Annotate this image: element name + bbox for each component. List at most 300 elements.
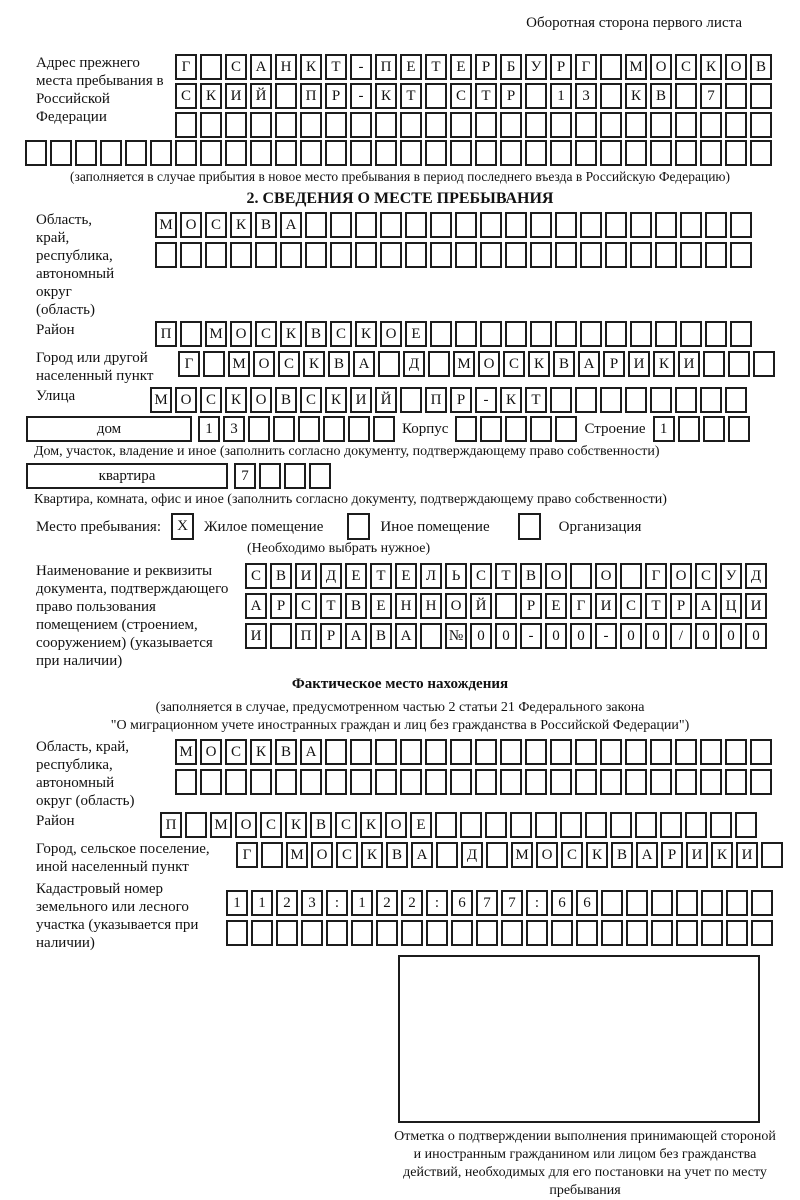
char-cell	[630, 321, 652, 347]
char-cell	[701, 920, 723, 946]
char-cell	[25, 140, 47, 166]
char-cell: Р	[520, 593, 542, 619]
stay-type-option-organization: Организация	[558, 518, 642, 535]
char-cell	[575, 769, 597, 795]
stay-type-row	[36, 513, 800, 540]
char-cell: В	[750, 54, 772, 80]
char-cell: А	[245, 593, 267, 619]
char-cell: В	[255, 212, 277, 238]
char-cell	[705, 321, 727, 347]
char-cell	[750, 769, 772, 795]
char-cell	[259, 463, 281, 489]
char-cell	[660, 812, 682, 838]
char-cell	[500, 769, 522, 795]
char-cell	[700, 140, 722, 166]
char-cell	[761, 842, 783, 868]
char-cell: О	[235, 812, 257, 838]
house-caption: Дом, участок, владение и иное (заполнить согласно документу, подтверждающему право собственности)	[34, 444, 660, 459]
char-cell	[580, 242, 602, 268]
char-cell	[380, 242, 402, 268]
s2-street-block	[0, 387, 800, 413]
s2-district-block	[0, 321, 800, 347]
char-cell	[300, 769, 322, 795]
char-cell: В	[345, 593, 367, 619]
char-cell: Г	[645, 563, 667, 589]
char-cell	[725, 140, 747, 166]
char-cell: О	[175, 387, 197, 413]
char-cell	[248, 416, 270, 442]
char-cell	[625, 112, 647, 138]
s2-region-label: Область, край, республика, автономный округ (область)	[36, 212, 115, 318]
char-cell	[635, 812, 657, 838]
char-cell	[203, 351, 225, 377]
char-cell: И	[295, 563, 317, 589]
char-cell	[155, 242, 177, 268]
s2-city-label: Город или другой населенный пункт	[36, 350, 154, 384]
char-cell: Р	[475, 54, 497, 80]
char-cell	[261, 842, 283, 868]
char-cell	[620, 563, 642, 589]
house-number-cells	[198, 416, 398, 442]
char-cell	[185, 812, 207, 838]
char-cell: О	[478, 351, 500, 377]
char-cell	[560, 812, 582, 838]
char-cell	[550, 112, 572, 138]
char-cell	[476, 920, 498, 946]
char-cell	[450, 112, 472, 138]
char-cell	[555, 416, 577, 442]
char-cell: С	[450, 83, 472, 109]
al-region-block	[0, 738, 800, 810]
char-cell: В	[305, 321, 327, 347]
char-cell: Т	[370, 563, 392, 589]
char-cell	[255, 242, 277, 268]
char-cell	[455, 242, 477, 268]
char-cell	[425, 140, 447, 166]
char-cell: И	[350, 387, 372, 413]
char-cell	[250, 769, 272, 795]
char-cell	[355, 242, 377, 268]
char-cell	[475, 739, 497, 765]
char-cell: -	[350, 54, 372, 80]
char-cell	[250, 140, 272, 166]
al-district-label: Район	[36, 813, 75, 829]
char-cell: С	[561, 842, 583, 868]
char-cell: О	[200, 739, 222, 765]
char-cell	[425, 83, 447, 109]
char-cell	[650, 387, 672, 413]
char-cell: Б	[500, 54, 522, 80]
char-cell	[680, 321, 702, 347]
char-cell: 0	[570, 623, 592, 649]
char-cell	[486, 842, 508, 868]
char-cell: В	[310, 812, 332, 838]
char-cell: И	[745, 593, 767, 619]
char-cell: 3	[575, 83, 597, 109]
char-cell: М	[210, 812, 232, 838]
char-cell	[680, 212, 702, 238]
char-cell	[576, 920, 598, 946]
stay-type-note: (Необходимо выбрать нужное)	[247, 541, 431, 556]
char-cell	[301, 920, 323, 946]
char-cell	[525, 112, 547, 138]
char-cell: Т	[320, 593, 342, 619]
char-cell	[275, 140, 297, 166]
char-cell	[325, 769, 347, 795]
char-cell: 7	[234, 463, 256, 489]
char-cell	[175, 140, 197, 166]
char-cell	[150, 140, 172, 166]
char-cell: И	[686, 842, 708, 868]
prev-address-block	[0, 54, 800, 138]
char-cell: Н	[395, 593, 417, 619]
char-cell	[535, 812, 557, 838]
char-cell	[505, 416, 527, 442]
char-cell	[355, 212, 377, 238]
char-cell: О	[380, 321, 402, 347]
char-cell	[676, 890, 698, 916]
char-cell: К	[375, 83, 397, 109]
char-cell	[751, 920, 773, 946]
char-cell: К	[700, 54, 722, 80]
char-cell	[575, 387, 597, 413]
char-cell	[175, 112, 197, 138]
char-cell	[225, 140, 247, 166]
char-cell	[325, 140, 347, 166]
section2-title: 2. СВЕДЕНИЯ О МЕСТЕ ПРЕБЫВАНИЯ	[246, 190, 554, 207]
char-cell: Р	[450, 387, 472, 413]
char-cell: /	[670, 623, 692, 649]
char-cell: С	[330, 321, 352, 347]
char-cell: К	[586, 842, 608, 868]
char-cell: Т	[475, 83, 497, 109]
char-cell	[275, 112, 297, 138]
char-cell	[705, 212, 727, 238]
al-region-row-1	[175, 739, 775, 765]
s2-region-block	[0, 211, 800, 319]
char-cell: У	[720, 563, 742, 589]
char-cell: А	[280, 212, 302, 238]
apartment-caption: Квартира, комната, офис и иное (заполнить согласно документу, подтверждающему право собственности)	[34, 492, 667, 507]
char-cell	[284, 463, 306, 489]
char-cell	[728, 351, 750, 377]
char-cell	[275, 769, 297, 795]
char-cell	[625, 140, 647, 166]
char-cell	[325, 739, 347, 765]
char-cell	[400, 769, 422, 795]
char-cell	[725, 387, 747, 413]
al-city-label: Город, сельское поселение, иной населенный пункт	[36, 841, 210, 875]
char-cell: В	[611, 842, 633, 868]
char-cell	[428, 351, 450, 377]
char-cell	[350, 769, 372, 795]
char-cell	[725, 739, 747, 765]
stroenie-cells	[653, 416, 753, 442]
char-cell: Т	[495, 563, 517, 589]
char-cell: 7	[476, 890, 498, 916]
al-city-row	[236, 842, 786, 868]
char-cell	[525, 739, 547, 765]
s2-street-label: Улица	[36, 388, 76, 404]
s2-city-row	[178, 351, 778, 377]
char-cell: Д	[745, 563, 767, 589]
char-cell: 0	[645, 623, 667, 649]
char-cell: Е	[450, 54, 472, 80]
char-cell: Е	[345, 563, 367, 589]
char-cell	[350, 739, 372, 765]
char-cell	[750, 140, 772, 166]
char-cell	[675, 387, 697, 413]
prev-address-row-1	[175, 54, 775, 80]
char-cell: К	[250, 739, 272, 765]
char-cell	[753, 351, 775, 377]
char-cell	[400, 387, 422, 413]
stay-type-checkbox-organization	[518, 513, 541, 540]
char-cell: О	[650, 54, 672, 80]
char-cell	[425, 112, 447, 138]
char-cell	[580, 212, 602, 238]
char-cell: Л	[420, 563, 442, 589]
char-cell	[251, 920, 273, 946]
char-cell	[75, 140, 97, 166]
char-cell: В	[370, 623, 392, 649]
char-cell	[530, 212, 552, 238]
char-cell	[376, 920, 398, 946]
char-cell	[630, 212, 652, 238]
char-cell: М	[155, 212, 177, 238]
char-cell: А	[353, 351, 375, 377]
char-cell: О	[180, 212, 202, 238]
char-cell	[650, 112, 672, 138]
char-cell: Р	[661, 842, 683, 868]
char-cell	[400, 140, 422, 166]
char-cell	[551, 920, 573, 946]
apartment-box: квартира	[26, 463, 228, 489]
char-cell: №	[445, 623, 467, 649]
char-cell	[605, 212, 627, 238]
char-cell	[450, 140, 472, 166]
char-cell: Р	[320, 623, 342, 649]
char-cell	[601, 920, 623, 946]
char-cell	[305, 212, 327, 238]
s2-house-row	[26, 416, 800, 442]
stay-type-checkbox-other	[347, 513, 370, 540]
char-cell: А	[695, 593, 717, 619]
char-cell: М	[175, 739, 197, 765]
char-cell: С	[675, 54, 697, 80]
char-cell: М	[511, 842, 533, 868]
char-cell: Г	[175, 54, 197, 80]
korpus-cells	[455, 416, 580, 442]
korpus-label: Корпус	[402, 421, 449, 437]
char-cell: О	[385, 812, 407, 838]
char-cell	[480, 416, 502, 442]
house-box: дом	[26, 416, 192, 442]
char-cell	[375, 769, 397, 795]
char-cell: 1	[251, 890, 273, 916]
char-cell	[505, 321, 527, 347]
char-cell	[505, 242, 527, 268]
char-cell	[480, 212, 502, 238]
char-cell	[460, 812, 482, 838]
char-cell	[451, 920, 473, 946]
char-cell	[550, 769, 572, 795]
char-cell: Ь	[445, 563, 467, 589]
char-cell	[750, 112, 772, 138]
char-cell	[726, 920, 748, 946]
char-cell	[405, 242, 427, 268]
char-cell	[655, 212, 677, 238]
char-cell	[200, 769, 222, 795]
stay-type-option-other: Иное помещение	[380, 518, 490, 535]
s2-document-row-3	[245, 623, 770, 649]
char-cell	[425, 739, 447, 765]
char-cell	[600, 54, 622, 80]
char-cell	[275, 83, 297, 109]
al-region-row-2	[175, 769, 775, 795]
char-cell	[710, 812, 732, 838]
char-cell	[300, 140, 322, 166]
char-cell	[480, 321, 502, 347]
char-cell	[555, 212, 577, 238]
char-cell: М	[150, 387, 172, 413]
char-cell	[575, 112, 597, 138]
char-cell: П	[160, 812, 182, 838]
char-cell	[600, 739, 622, 765]
char-cell: К	[200, 83, 222, 109]
char-cell: О	[253, 351, 275, 377]
char-cell: А	[250, 54, 272, 80]
char-cell: Е	[400, 54, 422, 80]
char-cell	[570, 563, 592, 589]
actual-location-note-1: (заполняется в случае, предусмотренном частью 2 статьи 21 Федерального закона	[155, 700, 645, 715]
confirmation-caption: Отметка о подтверждении выполнения принимающей стороной и иностранным гражданином или лицом без гражданства действий, необходимых для его постановки на учет по месту пребывания	[394, 1129, 776, 1198]
s2-document-label: Наименование и реквизиты документа, подтверждающего право пользования помещением (строением, сооружением) (указывается при наличии)	[36, 563, 229, 669]
char-cell	[475, 769, 497, 795]
char-cell: С	[503, 351, 525, 377]
char-cell	[605, 321, 627, 347]
s2-document-row-1	[245, 563, 770, 589]
char-cell	[600, 387, 622, 413]
char-cell	[725, 83, 747, 109]
char-cell: К	[300, 54, 322, 80]
char-cell: 0	[470, 623, 492, 649]
char-cell	[530, 242, 552, 268]
char-cell: И	[628, 351, 650, 377]
char-cell	[480, 242, 502, 268]
al-district-row	[160, 812, 760, 838]
char-cell	[600, 140, 622, 166]
char-cell	[750, 83, 772, 109]
char-cell	[225, 112, 247, 138]
char-cell	[475, 112, 497, 138]
char-cell	[323, 416, 345, 442]
char-cell	[630, 242, 652, 268]
char-cell	[600, 769, 622, 795]
s2-region-row-1	[155, 212, 755, 238]
char-cell: 2	[401, 890, 423, 916]
char-cell	[585, 812, 607, 838]
page-side-title: Оборотная сторона первого листа	[526, 15, 742, 31]
char-cell	[485, 812, 507, 838]
char-cell: М	[453, 351, 475, 377]
char-cell: 0	[495, 623, 517, 649]
char-cell	[300, 112, 322, 138]
char-cell	[705, 242, 727, 268]
char-cell	[750, 739, 772, 765]
char-cell	[276, 920, 298, 946]
char-cell	[373, 416, 395, 442]
char-cell: М	[205, 321, 227, 347]
char-cell	[555, 242, 577, 268]
char-cell: Т	[425, 54, 447, 80]
char-cell: :	[426, 890, 448, 916]
char-cell: Н	[420, 593, 442, 619]
char-cell	[626, 920, 648, 946]
char-cell: Г	[575, 54, 597, 80]
char-cell: А	[636, 842, 658, 868]
char-cell: С	[225, 54, 247, 80]
char-cell: П	[300, 83, 322, 109]
char-cell	[450, 739, 472, 765]
char-cell	[526, 920, 548, 946]
char-cell: В	[553, 351, 575, 377]
char-cell	[730, 212, 752, 238]
char-cell	[730, 321, 752, 347]
char-cell	[180, 242, 202, 268]
char-cell	[525, 769, 547, 795]
char-cell	[655, 242, 677, 268]
char-cell	[351, 920, 373, 946]
char-cell	[100, 140, 122, 166]
prev-address-label: Адрес прежнего места пребывания в Российской Федерации	[36, 55, 164, 125]
char-cell	[250, 112, 272, 138]
char-cell: Е	[370, 593, 392, 619]
s2-street-row	[150, 387, 750, 413]
s2-apartment-row	[26, 463, 800, 489]
char-cell	[651, 890, 673, 916]
char-cell: Ц	[720, 593, 742, 619]
char-cell: В	[270, 563, 292, 589]
char-cell	[500, 112, 522, 138]
char-cell: К	[625, 83, 647, 109]
char-cell: 1	[351, 890, 373, 916]
char-cell	[309, 463, 331, 489]
char-cell: Р	[500, 83, 522, 109]
char-cell: -	[520, 623, 542, 649]
char-cell: К	[280, 321, 302, 347]
char-cell: С	[300, 387, 322, 413]
char-cell	[675, 769, 697, 795]
char-cell	[230, 242, 252, 268]
char-cell	[436, 842, 458, 868]
s2-region-row-2	[155, 242, 755, 268]
char-cell	[430, 212, 452, 238]
char-cell	[380, 212, 402, 238]
char-cell	[730, 242, 752, 268]
char-cell	[735, 812, 757, 838]
char-cell: Д	[403, 351, 425, 377]
char-cell: В	[275, 739, 297, 765]
char-cell	[751, 890, 773, 916]
char-cell	[348, 416, 370, 442]
char-cell: -	[475, 387, 497, 413]
char-cell: Й	[375, 387, 397, 413]
char-cell	[650, 769, 672, 795]
char-cell: М	[286, 842, 308, 868]
char-cell: В	[520, 563, 542, 589]
s2-document-row-2	[245, 593, 770, 619]
